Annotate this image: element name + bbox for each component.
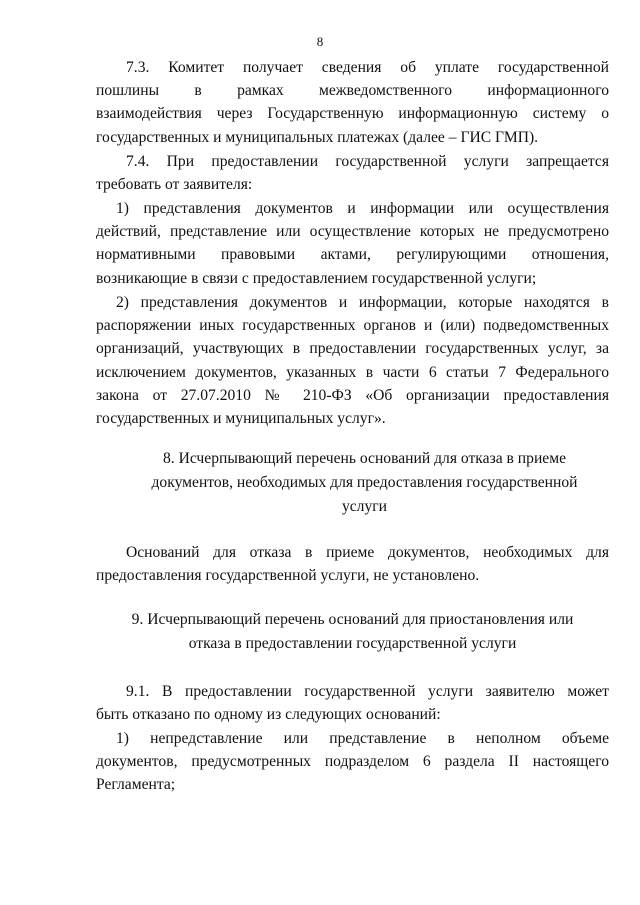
paragraph-9-1-item-1: [96, 727, 609, 797]
text-line: 7.4. При предоставлении государственной услуги запрещается: [126, 153, 609, 170]
text-line: возникающие в связи с предоставлением государственной услуги;: [96, 269, 537, 287]
text-line: предоставления государственной услуги, не установлено.: [96, 567, 480, 585]
text-line: взаимодействия через Государственную информационную систему о: [96, 105, 609, 123]
paragraph-7-4-item-2: [96, 291, 609, 430]
text-line: организаций, участвующих в предоставлении государственных услуг, за: [96, 340, 609, 358]
heading-line: документов, необходимых для предоставления государственной: [151, 474, 578, 491]
heading-line: 9. Исчерпывающий перечень оснований для приостановления или: [131, 611, 574, 628]
page-number: 8: [316, 34, 324, 49]
text-line: 2) представления документов и информации, которые находятся в: [116, 294, 609, 311]
text-line: закона от 27.07.2010 № 210-ФЗ «Об организации предоставления: [96, 386, 609, 404]
heading-line: 8. Исчерпывающий перечень оснований для отказа в приеме: [162, 450, 567, 467]
text-line: пошлины в рамках межведомственного информационного: [96, 82, 609, 100]
text-line: быть отказано по одному из следующих оснований:: [96, 706, 441, 724]
text-line: требовать от заявителя:: [96, 176, 253, 194]
text-line: 9.1. В предоставлении государственной услуги заявителю может: [126, 683, 609, 700]
text-line: документов, предусмотренных подразделом 6 раздела II настоящего: [96, 753, 609, 771]
text-line: распоряжении иных государственных органов и (или) подведомственных: [96, 317, 609, 335]
paragraph-7-3: [96, 56, 609, 149]
paragraph-8: [96, 541, 609, 587]
section-8-heading: [120, 447, 609, 519]
section-9-heading: [96, 608, 609, 656]
heading-line: услуги: [341, 498, 388, 515]
text-line: действий, представление или осуществление которых не предусмотрено: [96, 223, 609, 241]
heading-line: отказа в предоставлении государственной услуги: [188, 635, 517, 652]
paragraph-7-4-item-1: [96, 197, 609, 290]
text-line: исключением документов, указанных в части 6 статьи 7 Федерального: [96, 363, 609, 381]
text-line: 1) непредставление или представление в неполном объеме: [116, 730, 609, 747]
text-line: нормативными правовыми актами, регулирующими отношения,: [96, 246, 609, 264]
paragraph-9-1: [96, 680, 609, 726]
text-line: Регламента;: [96, 776, 176, 794]
text-line: 1) представления документов и информации или осуществления: [116, 200, 609, 217]
text-line: государственных и муниципальных услуг».: [96, 410, 386, 428]
text-line: 7.3. Комитет получает сведения об уплате государственной: [126, 59, 609, 76]
text-line: государственных и муниципальных платежах (далее – ГИС ГМП).: [96, 128, 539, 146]
paragraph-7-4: [96, 150, 609, 196]
text-line: Оснований для отказа в приеме документов, необходимых для: [126, 544, 609, 561]
